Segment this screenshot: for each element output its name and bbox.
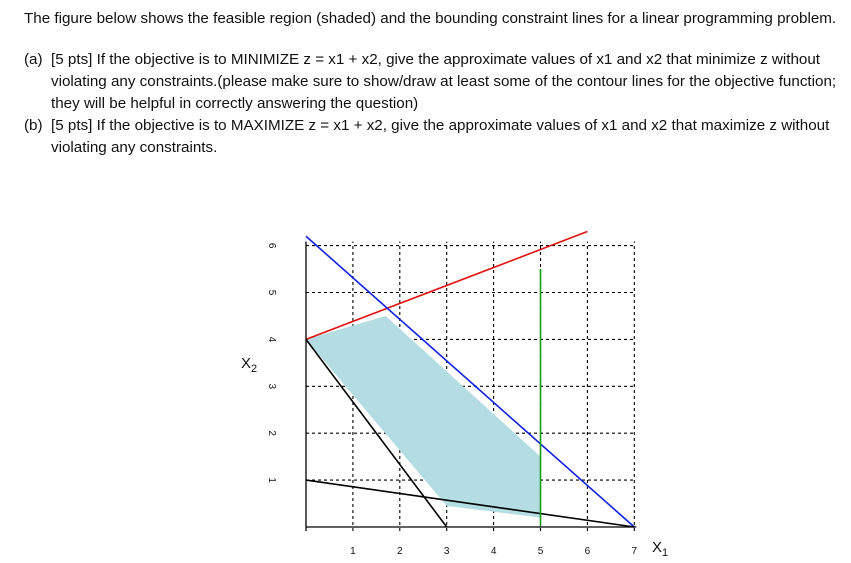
x-tick-label: 1 — [350, 546, 356, 557]
problem-intro: The figure below shows the feasible region (shaded) and the bounding constraint lines for a linear programming problem. — [24, 10, 837, 27]
x-axis-label: $X_1$ — [652, 539, 669, 559]
part-b-text: [5 pts] If the objective is to MAXIMIZE z = x1 + x2, give the approximate values of x1 and x2 that maximize z without violating any constraints. — [51, 117, 830, 156]
y-tick-label: 4 — [266, 336, 277, 343]
y-tick-label: 5 — [266, 289, 277, 296]
part-b-label: (b) — [24, 117, 43, 134]
y-tick-label: 3 — [266, 383, 277, 390]
x-tick-label: 5 — [537, 546, 544, 557]
x-tick-label: 4 — [490, 546, 497, 557]
y-tick-label: 2 — [266, 430, 277, 436]
x-tick-label: 3 — [443, 546, 450, 557]
x-tick-label: 6 — [584, 546, 591, 557]
x-tick-label: 2 — [397, 546, 403, 557]
part-a-label: (a) — [24, 51, 43, 68]
y-tick-label: 6 — [266, 242, 277, 249]
x-tick-label: 7 — [631, 546, 638, 557]
y-axis-label: $X_2$ — [241, 355, 258, 375]
feasible-region — [306, 316, 541, 518]
y-tick-label: 1 — [266, 477, 277, 483]
part-a-text: [5 pts] If the objective is to MINIMIZE z = x1 + x2, give the approximate values of x1 and x2 that minimize z without violating any constraints.(please make sure to show/draw at least some of the contour lines for the objective function; they will be helpful in correctly answering the question) — [51, 51, 837, 112]
